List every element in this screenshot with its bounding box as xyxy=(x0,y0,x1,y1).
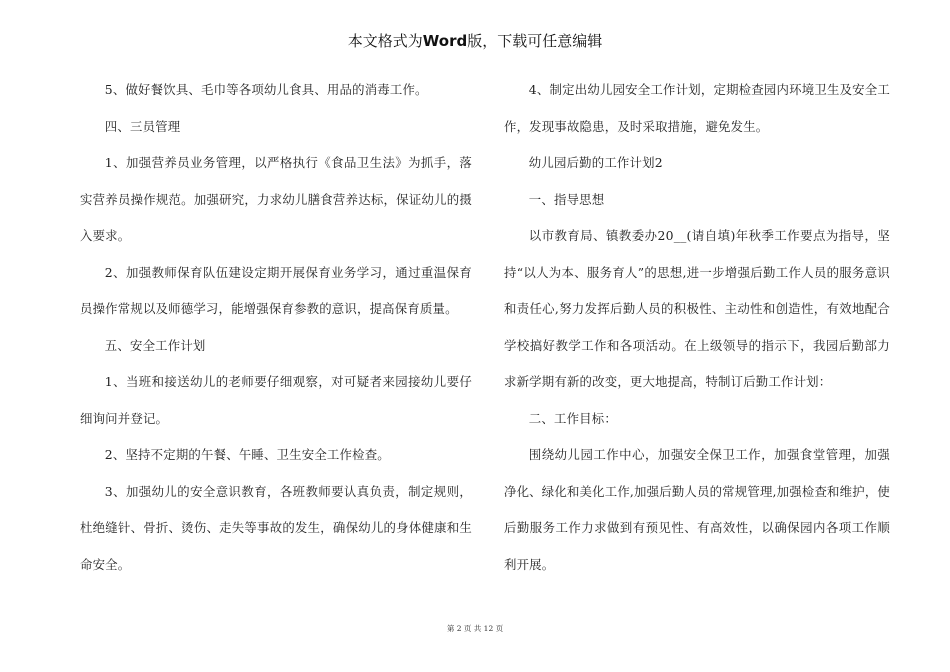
left-column xyxy=(80,72,472,583)
document-header xyxy=(0,31,950,51)
right-paragraph: 4、制定出幼儿园安全工作计划，定期检查园内环境卫生及安全工作，发现事故隐患，及时采取措施，避免发生。 xyxy=(504,82,890,134)
left-paragraph: 四、三员管理 xyxy=(104,118,181,134)
left-paragraph: 2、加强教师保育队伍建设定期开展保育业务学习，通过重温保育员操作常规以及师德学习，能增强保育参教的意识，提高保育质量。 xyxy=(80,264,472,316)
right-paragraph: 幼儿园后勤的工作计划2 xyxy=(528,155,663,170)
left-paragraph: 1、加强营养员业务管理，以严格执行《食品卫生法》为抓手，落实营养员操作规范。加强研究，力求幼儿膳食营养达标，保证幼儿的摄入要求。 xyxy=(80,155,472,243)
left-paragraph: 5、做好餐饮具、毛巾等各项幼儿食具、用品的消毒工作。 xyxy=(104,82,428,97)
right-paragraph: 一、指导思想 xyxy=(528,191,605,207)
header-title-prefix: 本文格式为 xyxy=(347,32,423,50)
left-paragraph: 2、坚持不定期的午餐、午睡、卫生安全工作检查。 xyxy=(104,447,390,462)
right-paragraph: 以市教育局、镇教委办20__(请自填)年秋季工作要点为指导，坚持“以人为本、服务育人”的思想,进一步增强后勤工作人员的服务意识和责任心,努力发挥后勤人员的积极性、主动性和创造性，有效地配合学校搞好教学工作和各项活动。在上级领导的指示下，我园后勤部力求新学期有新的改变，更大地提高，特制订后勤工作计划： xyxy=(504,228,890,389)
right-paragraph: 二、工作目标： xyxy=(528,410,617,426)
header-title-suffix: 版，下载可任意编辑 xyxy=(467,32,603,50)
right-column xyxy=(504,72,890,583)
right-paragraph: 围绕幼儿园工作中心，加强安全保卫工作，加强食堂管理，加强净化、绿化和美化工作,加强后勤人员的常规管理,加强检查和维护，使后勤服务工作力求做到有预见性、有高效性，以确保园内各项工作顺利开展。 xyxy=(504,447,890,572)
header-title-word: Word xyxy=(422,32,468,50)
left-paragraph: 五、安全工作计划 xyxy=(104,337,206,353)
left-paragraph: 3、加强幼儿的安全意识教育，各班教师要认真负责，制定规则，杜绝缝针、骨折、烫伤、走失等事故的发生，确保幼儿的身体健康和生命安全。 xyxy=(80,483,472,572)
page-number: 第 2 页 共 12 页 xyxy=(446,624,504,633)
left-paragraph: 1、当班和接送幼儿的老师要仔细观察，对可疑者来园接幼儿要仔细询问并登记。 xyxy=(80,374,472,426)
